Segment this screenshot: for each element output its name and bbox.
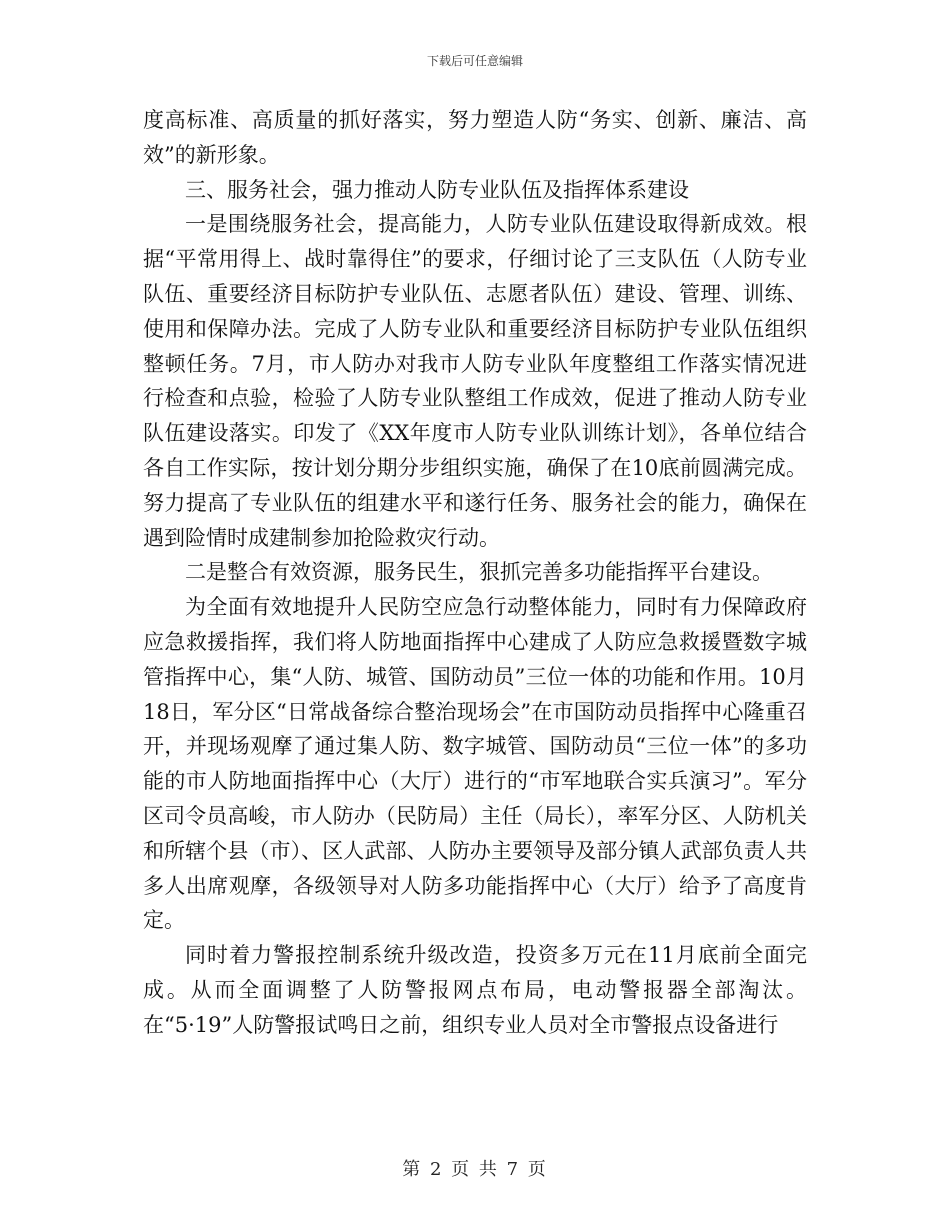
paragraph: 同时着力警报控制系统升级改造，投资多万元在11月底前全面完成。从而全面调整了人防警报网点布局，电动警报器全部淘汰。在“5·19”人防警报试鸣日之前，组织专业人员对全市警报点设备进行 bbox=[143, 943, 807, 1037]
section-heading: 三、服务社会，强力推动人防专业队伍及指挥体系建设 bbox=[185, 177, 689, 202]
page-number-footer: 第 2 页 共 7 页 bbox=[402, 1159, 548, 1180]
paragraph: 二是整合有效资源，服务民生，狠抓完善多功能指挥平台建设。 bbox=[185, 560, 773, 585]
paragraph: 为全面有效地提升人民防空应急行动整体能力，同时有力保障政府应急救援指挥，我们将人防地面指挥中心建成了人防应急救援暨数字城管指挥中心，集“人防、城管、国防动员”三位一体的功能和作用。10月18日，军分区“日常战备综合整治现场会”在市国防动员指挥中心隆重召开，并现场观摩了通过集人防、数字城管、国防动员“三位一体”的多功能的市人防地面指挥中心（大厅）进行的“市军地联合实兵演习”。军分区司令员高峻，市人防办（民防局）主任（局长），率军分区、人防机关和所辖个县（市）、区人武部、人防办主要领导及部分镇人武部负责人共多人出席观摩，各级领导对人防多功能指挥中心（大厅）给予了高度肯定。 bbox=[143, 595, 807, 933]
paragraph: 度高标准、高质量的抓好落实，努力塑造人防“务实、创新、廉洁、高效”的新形象。 bbox=[143, 108, 807, 167]
page-header: 下载后可任意编辑 bbox=[426, 54, 523, 68]
document-body bbox=[143, 103, 807, 1043]
paragraph: 一是围绕服务社会，提高能力，人防专业队伍建设取得新成效。根据“平常用得上、战时靠得住”的要求，仔细讨论了三支队伍（人防专业队伍、重要经济目标防护专业队伍、志愿者队伍）建设、管理、训练、使用和保障办法。完成了人防专业队和重要经济目标防护专业队伍组织整顿任务。7月，市人防办对我市人防专业队年度整组工作落实情况进行检查和点验，检验了人防专业队整组工作成效，促进了推动人防专业队伍建设落实。印发了《XX年度市人防专业队训练计划》，各单位结合各自工作实际，按计划分期分步组织实施，确保了在10底前圆满完成。努力提高了专业队伍的组建水平和遂行任务、服务社会的能力，确保在遇到险情时成建制参加抢险救灾行动。 bbox=[143, 212, 807, 550]
